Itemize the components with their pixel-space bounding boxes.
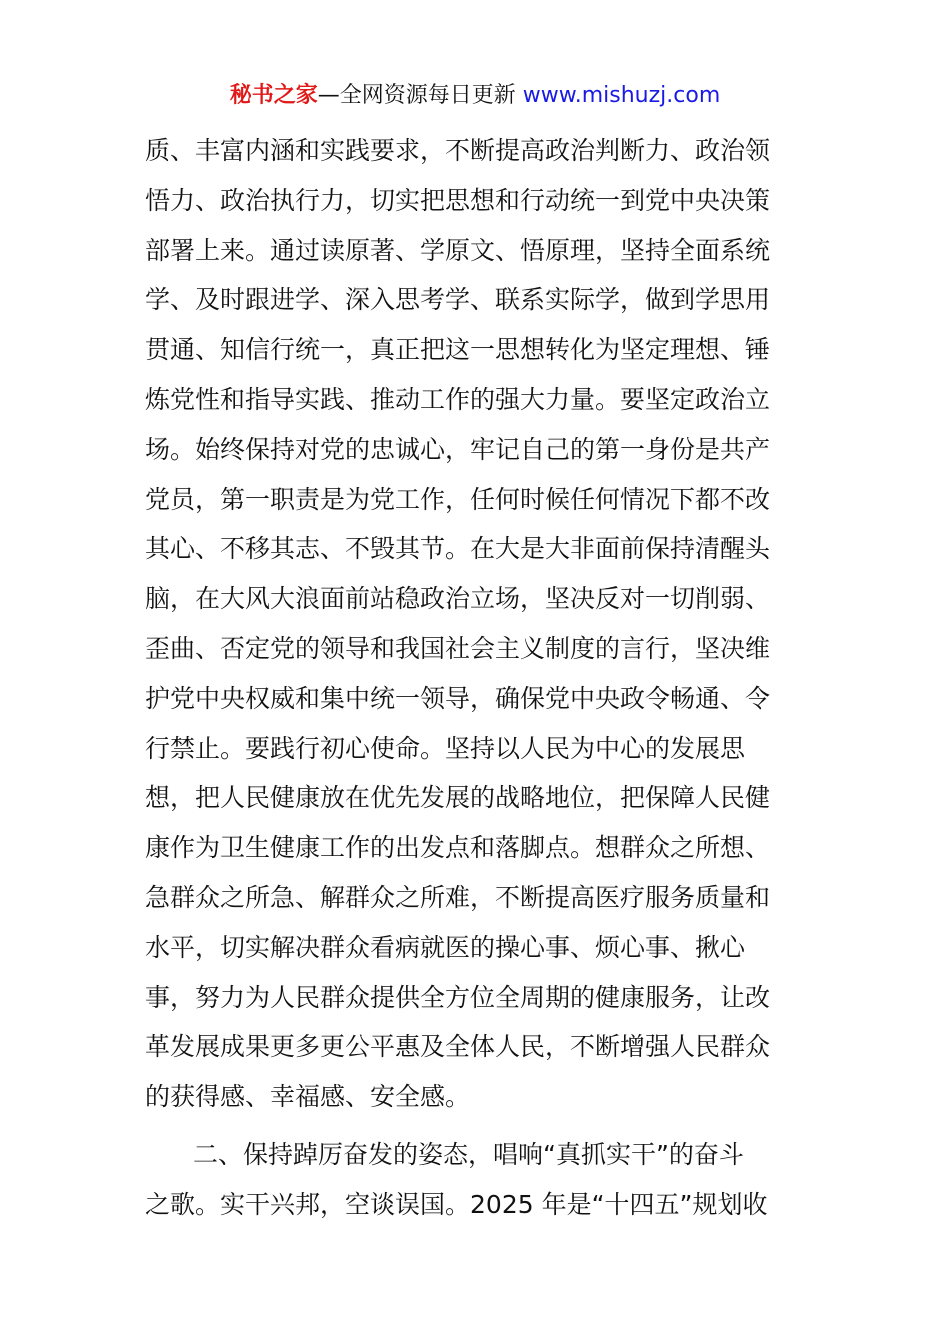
site-brand: 秘书之家 <box>229 83 318 108</box>
text-line: 水平，切实解决群众看病就医的操心事、烦心事、揪心 <box>145 932 746 962</box>
document-body <box>145 126 810 1230</box>
text-line: 贯通、知信行统一，真正把这一思想转化为坚定理想、锤 <box>145 335 771 365</box>
text-line: 学、及时跟进学、深入思考学、联系实际学，做到学思用 <box>145 285 771 315</box>
text-line: 康作为卫生健康工作的出发点和落脚点。想群众之所想、 <box>145 833 771 863</box>
text-line: 质、丰富内涵和实践要求，不断提高政治判断力、政治领 <box>145 136 771 165</box>
text-line: 的获得感、幸福感、安全感。 <box>145 1082 471 1112</box>
text-line: 事，努力为人民群众提供全方位全周期的健康服务，让改 <box>145 982 771 1012</box>
text-line: 炼党性和指导实践、推动工作的强大力量。要坚定政治立 <box>145 384 771 414</box>
text-line: 急群众之所急、解群众之所难，不断提高医疗服务质量和 <box>145 882 771 912</box>
paragraph-gap <box>145 1122 810 1130</box>
text-line: 行禁止。要践行初心使命。坚持以人民为中心的发展思 <box>145 733 746 763</box>
site-url[interactable]: www.mishuzj.com <box>522 83 721 108</box>
site-tagline: —全网资源每日更新 <box>317 83 516 108</box>
page-header <box>0 80 950 112</box>
text-line: 党员，第一职责是为党工作，任何时候任何情况下都不改 <box>145 484 771 514</box>
text-line: 其心、不移其志、不毁其节。在大是大非面前保持清醒头 <box>145 534 771 564</box>
text-line: 革发展成果更多更公平惠及全体人民，不断增强人民群众 <box>145 1032 771 1062</box>
section-heading-line: 二、保持踔厉奋发的姿态，唱响“真抓实干”的奋斗 <box>193 1139 744 1169</box>
text-line: 护党中央权威和集中统一领导，确保党中央政令畅通、令 <box>145 683 771 713</box>
text-line: 脑，在大风大浪面前站稳政治立场，坚决反对一切削弱、 <box>145 584 771 614</box>
text-line: 之歌。实干兴邦，空谈误国。2025 年是“十四五”规划收 <box>145 1189 768 1219</box>
text-line: 部署上来。通过读原著、学原文、悟原理，坚持全面系统 <box>145 235 771 265</box>
text-line: 歪曲、否定党的领导和我国社会主义制度的言行，坚决维 <box>145 633 771 663</box>
text-line: 想，把人民健康放在优先发展的战略地位，把保障人民健 <box>145 783 771 813</box>
text-line: 悟力、政治执行力，切实把思想和行动统一到党中央决策 <box>145 185 771 215</box>
text-line: 场。始终保持对党的忠诚心，牢记自己的第一身份是共产 <box>145 434 771 464</box>
